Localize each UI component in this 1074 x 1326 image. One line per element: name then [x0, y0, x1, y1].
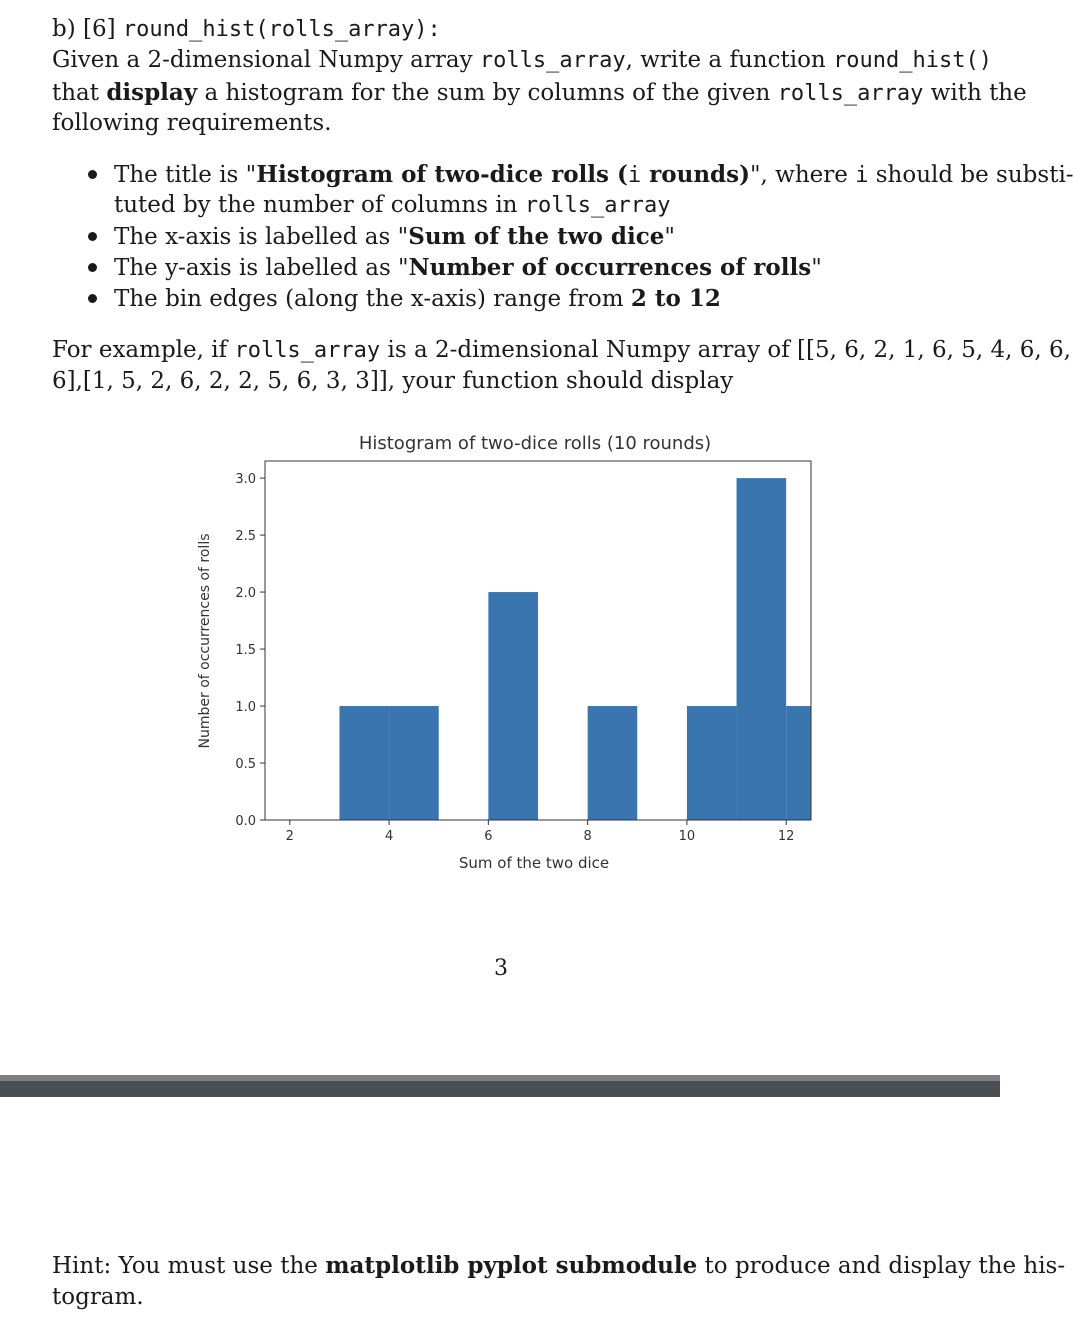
intro-line-1: Given a 2-dimensional Numpy array rolls_array, write a function round_hist()	[52, 47, 993, 73]
function-signature: round_hist(rolls_array):	[122, 17, 441, 42]
x-tick-label: 6	[484, 829, 493, 844]
page-number: 3	[494, 956, 508, 981]
chart-title: Histogram of two-dice rolls (10 rounds)	[358, 433, 712, 454]
histogram-bar	[488, 592, 538, 820]
y-tick-label: 1.5	[235, 643, 256, 659]
histogram-bar	[339, 706, 389, 820]
bullet-icon	[88, 294, 97, 303]
x-tick-label: 2	[285, 829, 294, 844]
y-tick-label: 3.0	[235, 472, 256, 488]
histogram-bar	[786, 706, 811, 820]
hint-line-2: togram.	[52, 1284, 144, 1310]
y-tick-label: 0.5	[235, 757, 256, 773]
requirement-title-cont: tuted by the number of columns in rolls_array	[114, 192, 671, 218]
hint-line-1: Hint: You must use the matplotlib pyplot submodule to produce and display the his-	[52, 1252, 1066, 1279]
requirement-title: The title is "Histogram of two-dice rolls (i rounds)", where i should be substi-	[114, 161, 1074, 188]
histogram-bar	[737, 478, 787, 820]
intro-line-2: that display a histogram for the sum by columns of the given rolls_array with the	[52, 79, 1027, 106]
y-tick-label: 0.0	[235, 814, 256, 829]
y-tick-label: 2.5	[235, 529, 256, 545]
x-tick-label: 12	[777, 829, 795, 844]
histogram-chart	[190, 425, 830, 885]
question-header	[52, 14, 441, 45]
bars-group	[339, 478, 811, 820]
bullet-icon	[88, 232, 97, 241]
y-axis-label: Number of occurrences of rolls	[197, 533, 213, 749]
bullet-icon	[88, 170, 97, 179]
x-tick-label: 10	[678, 829, 696, 844]
requirement-ylabel: The y-axis is labelled as "Number of occurrences of rolls"	[114, 254, 822, 281]
y-tick-label: 1.0	[235, 700, 256, 716]
x-tick-label: 4	[384, 829, 394, 844]
example-line-2: 6],[1, 5, 2, 6, 2, 2, 5, 6, 3, 3]], your function should display	[52, 368, 734, 394]
x-tick-label: 8	[583, 829, 592, 844]
requirement-bins: The bin edges (along the x-axis) range from 2 to 12	[114, 285, 721, 312]
x-axis	[286, 820, 795, 844]
histogram-bar	[389, 706, 439, 820]
bullet-icon	[88, 263, 97, 272]
intro-line-3: following requirements.	[52, 110, 332, 136]
histogram-bar	[588, 706, 638, 820]
histogram-bar	[687, 706, 737, 820]
x-axis-label: Sum of the two dice	[458, 854, 610, 872]
y-axis	[235, 472, 265, 829]
example-line-1: For example, if rolls_array is a 2-dimensional Numpy array of [[5, 6, 2, 1, 6, 5, 4, 6, 6,	[52, 337, 1071, 363]
question-part: b) [6]	[52, 16, 123, 42]
page-divider	[0, 1075, 1000, 1097]
y-tick-label: 2.0	[235, 586, 256, 602]
requirement-xlabel: The x-axis is labelled as "Sum of the two dice"	[114, 223, 675, 250]
